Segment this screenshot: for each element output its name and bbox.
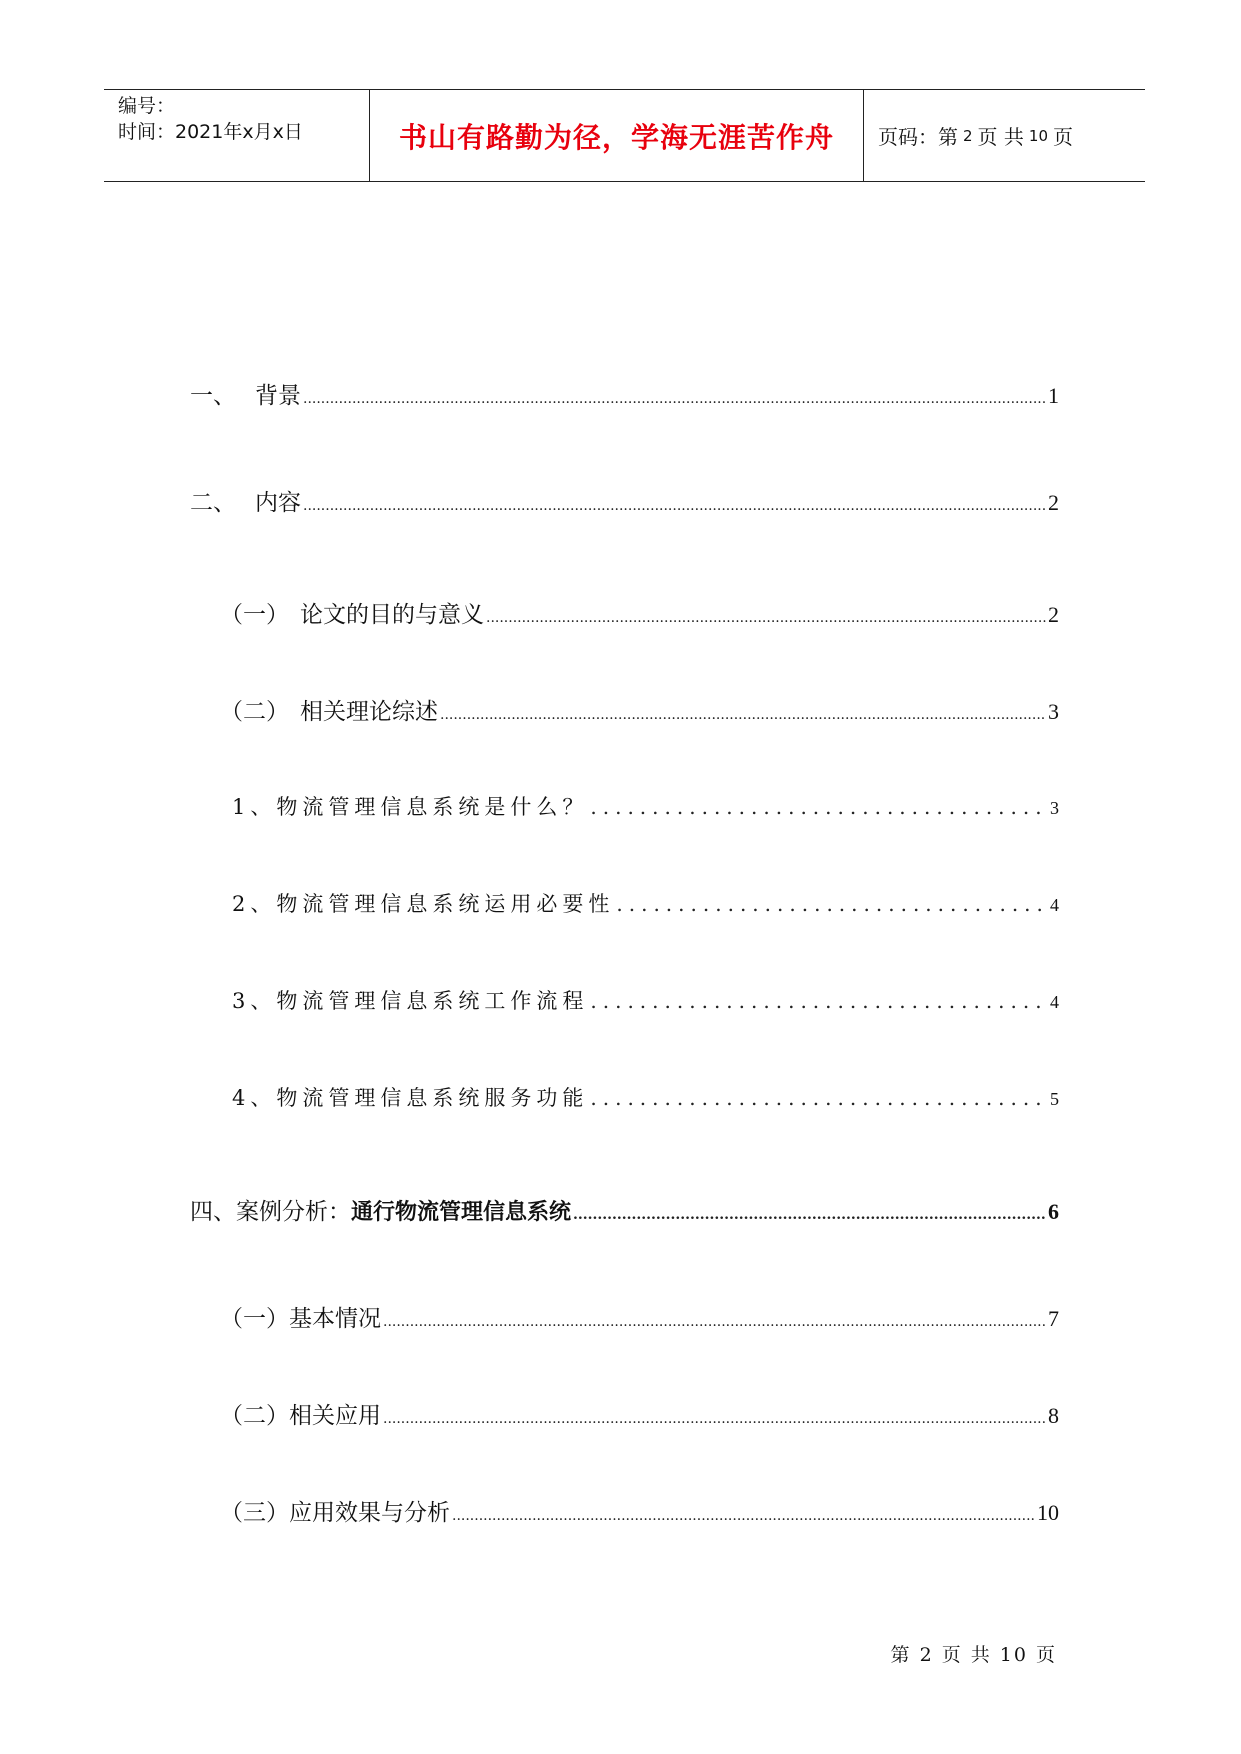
- toc-entry-title: 内容: [255, 490, 301, 516]
- toc-entry[interactable]: [220, 1397, 1059, 1430]
- header-page-mid: 页 共: [977, 125, 1024, 149]
- toc-entry-page: 3: [1048, 699, 1059, 724]
- toc-entry[interactable]: [190, 377, 1059, 410]
- toc-dot-leader: [486, 610, 1046, 626]
- toc-entry[interactable]: [232, 791, 1059, 821]
- toc-entry-title: 物流管理信息系统工作流程: [276, 989, 589, 1013]
- toc-entry-number: （二）: [220, 1403, 289, 1429]
- toc-entry-title: 物流管理信息系统服务功能: [276, 1086, 589, 1110]
- toc-dot-leader: [616, 892, 1048, 916]
- toc-entry-number: 二、: [190, 490, 236, 516]
- toc-entry[interactable]: [232, 985, 1059, 1015]
- toc-entry[interactable]: [220, 596, 1059, 629]
- header-page-suffix: 页: [1053, 125, 1073, 149]
- toc-entry-number: 四、案例分析：: [190, 1199, 351, 1225]
- toc-entry-label: [190, 1193, 571, 1226]
- toc-entry-page: 4: [1050, 992, 1059, 1012]
- toc-entry[interactable]: [232, 888, 1059, 918]
- toc-dot-leader: [303, 391, 1046, 407]
- header-page-current: 2: [963, 126, 973, 145]
- header-page-total: 10: [1028, 126, 1048, 145]
- toc-entry-title: 相关应用: [289, 1403, 381, 1429]
- toc-dot-leader: [303, 498, 1046, 514]
- toc-entry-label: [190, 484, 301, 517]
- header-number-label: 编号：: [118, 95, 176, 117]
- toc-entry-number: （二）: [220, 699, 289, 725]
- toc-entry[interactable]: [232, 1082, 1059, 1112]
- toc-dot-leader: [440, 707, 1046, 723]
- toc-dot-leader: [452, 1508, 1035, 1524]
- toc-entry-page: 8: [1048, 1403, 1059, 1428]
- toc-entry-label: [232, 985, 588, 1015]
- toc-entry-page: 6: [1048, 1199, 1059, 1224]
- toc-dot-leader: [590, 795, 1048, 819]
- toc-entry-label: [220, 1300, 381, 1333]
- toc-entry-page: 5: [1050, 1089, 1059, 1109]
- header-time-label: 时间：2021年x月x日: [118, 121, 303, 143]
- header-motto: 书山有路勤为径，学海无涯苦作舟: [398, 120, 834, 154]
- toc-entry-label: [220, 596, 484, 629]
- toc-entry-title: 基本情况: [289, 1306, 381, 1332]
- toc-entry[interactable]: [190, 484, 1059, 517]
- toc-entry-label: [220, 1494, 450, 1527]
- toc-entry[interactable]: [220, 1300, 1059, 1333]
- toc-entry[interactable]: [220, 693, 1059, 726]
- toc-entry-page: 2: [1048, 602, 1059, 627]
- header-page-prefix: 页码：第: [878, 125, 958, 149]
- toc-entry-number: 一、: [190, 383, 236, 409]
- toc-entry[interactable]: [220, 1494, 1059, 1527]
- toc-entry-label: [220, 1397, 381, 1430]
- toc-entry-title: 物流管理信息系统运用必要性: [276, 892, 615, 916]
- page-footer: 第 2 页 共 10 页: [890, 1644, 1057, 1666]
- toc-entry-number: 1、: [232, 795, 277, 819]
- toc-entry-title: 相关理论综述: [300, 699, 438, 725]
- toc-entry-number: 2、: [232, 892, 277, 916]
- toc-entry-number: （一）: [220, 1306, 289, 1332]
- toc-entry-page: 10: [1037, 1500, 1059, 1525]
- toc-entry-page: 1: [1048, 383, 1059, 408]
- toc-entry-label: [220, 693, 438, 726]
- toc-dot-leader: [590, 989, 1048, 1013]
- toc-entry-number: （三）: [220, 1500, 289, 1526]
- toc-entry-number: 3、: [232, 989, 277, 1013]
- toc-entry-label: [232, 791, 588, 821]
- toc-entry-page: 4: [1050, 895, 1059, 915]
- toc-dot-leader: [573, 1207, 1046, 1223]
- toc-entry-page: 7: [1048, 1306, 1059, 1331]
- toc-entry-title: 应用效果与分析: [289, 1500, 450, 1526]
- toc-entry-label: [190, 377, 301, 410]
- toc-entry-title: 论文的目的与意义: [300, 602, 484, 628]
- toc-entry-title: 背景: [255, 383, 301, 409]
- toc-entry-title: 物流管理信息系统是什么？: [276, 795, 589, 819]
- toc-dot-leader: [383, 1411, 1046, 1427]
- toc-dot-leader: [383, 1314, 1046, 1330]
- toc-entry-label: [232, 888, 614, 918]
- toc-dot-leader: [590, 1086, 1048, 1110]
- toc-entry-title: 通行物流管理信息系统: [351, 1200, 572, 1225]
- toc-entry-page: 3: [1050, 798, 1059, 818]
- toc-entry-number: （一）: [220, 602, 289, 628]
- toc-entry-number: 4、: [232, 1086, 277, 1110]
- toc-entry[interactable]: [190, 1193, 1059, 1226]
- toc-entry-label: [232, 1082, 588, 1112]
- toc-entry-page: 2: [1048, 490, 1059, 515]
